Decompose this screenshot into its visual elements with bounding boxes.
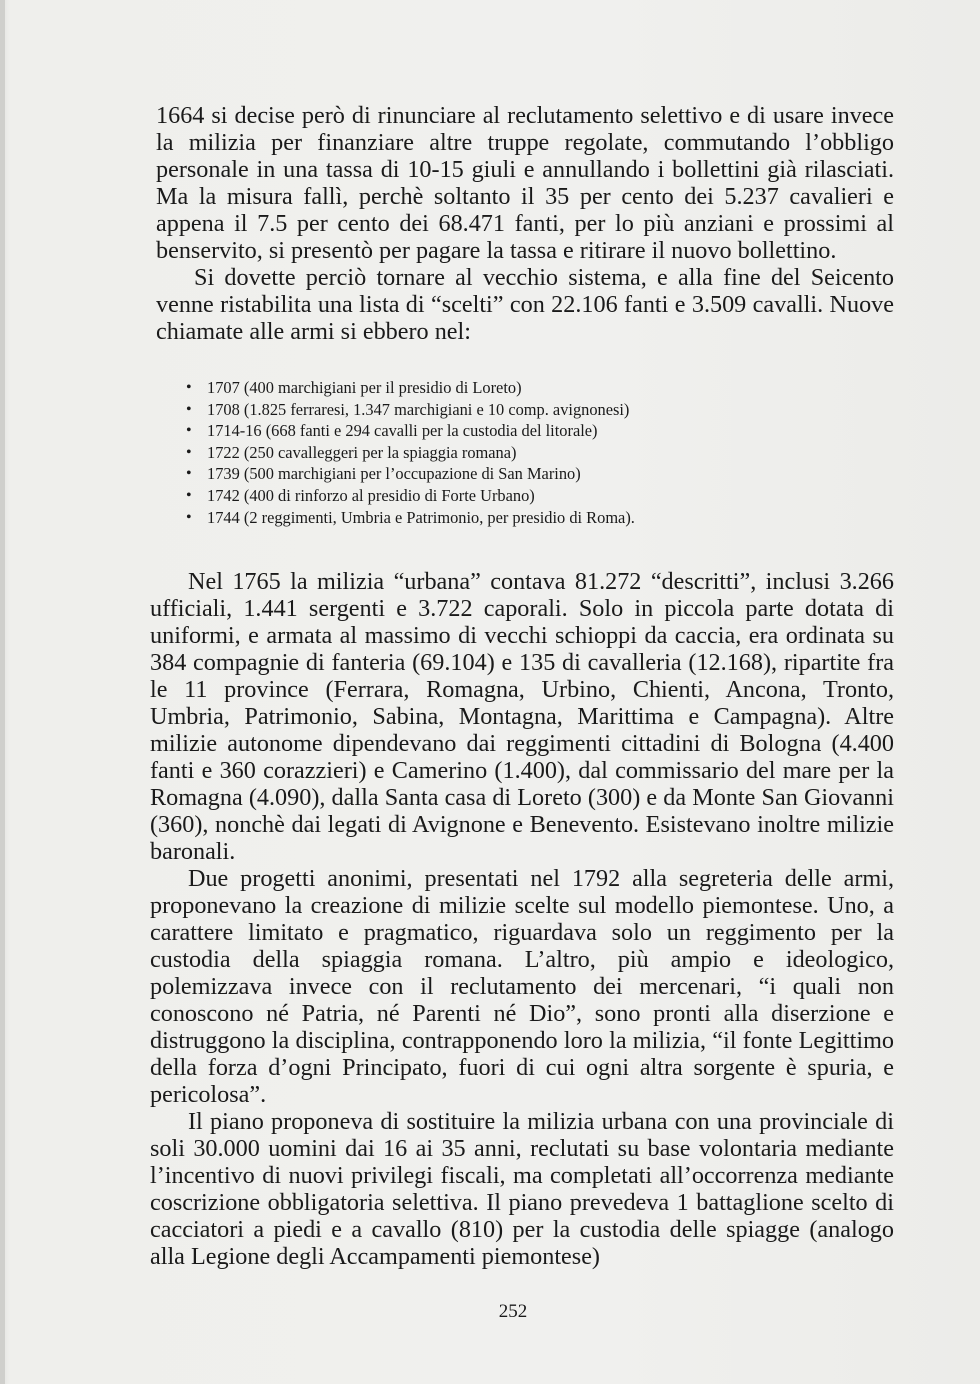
list-item-text: 1739 (500 marchigiani per l’occupazione di San Marino) xyxy=(207,464,581,484)
list-item-text: 1744 (2 reggimenti, Umbria e Patrimonio, per presidio di Roma). xyxy=(207,507,635,527)
paragraph: Nel 1765 la milizia “urbana” contava 81.272 “descritti”, inclusi 3.266 ufficiali, 1.441 sergenti e 3.722 caporali. Solo in piccola parte dotata di uniformi, e armata al massimo di vecchi schioppi da caccia, era ordinata su 384 compagnie di fanteria (69.104) e 135 di cavalleria (12.168), ripartite fra le 11 province (Ferrara, Romagna, Urbino, Chienti, Ancona, Tronto, Umbria, Patrimonio, Sabina, Montagna, Marittima e Campagna). Altre milizie autonome dipendevano dai reggimenti cittadini di Bologna (4.400 fanti e 360 corazzieri) e Camerino (1.400), dal commissario del mare per la Romagna (4.090), dalla Santa casa di Loreto (300) e da Monte San Giovanni (360), nonchè dai legati di Avignone e Benevento. Esistevano inoltre milizie baronali. xyxy=(150,568,894,865)
list-item xyxy=(186,377,826,399)
bullet-icon: • xyxy=(186,465,192,483)
paragraph: 1664 si decise però di rinunciare al reclutamento selettivo e di usare invece la milizia per finanziare altre truppe regolate, commutando l’obbligo personale in una tassa di 10-15 giuli e annullando i bollettini già rilasciati. Ma la misura fallì, perchè soltanto il 35 per cento dei 5.237 cavalieri e appena il 7.5 per cento dei 68.471 fanti, per lo più anziani e prossimi al benservito, si presentò per pagare la tassa e ritirare il nuovo bollettino. xyxy=(156,102,894,264)
paragraph: Si dovette perciò tornare al vecchio sistema, e alla fine del Seicento venne ristabilita una lista di “scelti” con 22.106 fanti e 3.509 cavalli. Nuove chiamate alle armi si ebbero nel: xyxy=(156,264,894,345)
bullet-icon: • xyxy=(186,508,192,526)
page-binding-edge xyxy=(0,0,5,1384)
bullet-icon: • xyxy=(186,486,192,504)
list-item xyxy=(186,420,826,442)
bullet-icon: • xyxy=(186,400,192,418)
list-item xyxy=(186,463,826,485)
list-item xyxy=(186,442,826,464)
text-block-main xyxy=(150,568,894,1270)
paragraph: Due progetti anonimi, presentati nel 1792 alla segreteria delle armi, proponevano la creazione di milizie scelte sul modello piemontese. Uno, a carattere limitato e pragmatico, riguardava solo un reggimento per la custodia della spiaggia romana. L’altro, più ampio e ideologico, polemizzava invece con il reclutamento dei mercenari, “i quali non conoscono né Patria, né Parenti né Dio”, sono pronti alla diserzione e distruggono la disciplina, contrapponendo loro la milizia, “il fonte Legittimo della forza d’ogni Principato, fuori di cui ogni altra sorgente è spuria, e pericolosa”. xyxy=(150,865,894,1108)
list-item-text: 1708 (1.825 ferraresi, 1.347 marchigiani e 10 comp. avignonesi) xyxy=(207,399,630,419)
list-item-text: 1714-16 (668 fanti e 294 cavalli per la custodia del litorale) xyxy=(207,421,598,441)
bullet-icon: • xyxy=(186,422,192,440)
page-number: 252 xyxy=(498,1301,528,1322)
list-item-text: 1722 (250 cavalleggeri per la spiaggia romana) xyxy=(207,442,517,462)
list-item xyxy=(186,399,826,421)
call-up-list xyxy=(186,377,826,528)
bullet-icon: • xyxy=(186,379,192,396)
list-item-text: 1707 (400 marchigiani per il presidio di Loreto) xyxy=(207,378,522,397)
text-block-top xyxy=(156,102,894,345)
list-item xyxy=(186,507,826,529)
bullet-icon: • xyxy=(186,443,192,461)
list-item-text: 1742 (400 di rinforzo al presidio di Forte Urbano) xyxy=(207,485,535,505)
list-item xyxy=(186,485,826,507)
paragraph: Il piano proponeva di sostituire la milizia urbana con una provinciale di soli 30.000 uomini dai 16 ai 35 anni, reclutati su base volontaria mediante l’incentivo di nuovi privilegi fiscali, ma completati all’occorrenza mediante coscrizione obbligatoria selettiva. Il piano prevedeva 1 battaglione scelto di cacciatori a piedi e a cavallo (810) per la custodia delle spiagge (analogo alla Legione degli Accampamenti piemontese) xyxy=(150,1108,894,1270)
